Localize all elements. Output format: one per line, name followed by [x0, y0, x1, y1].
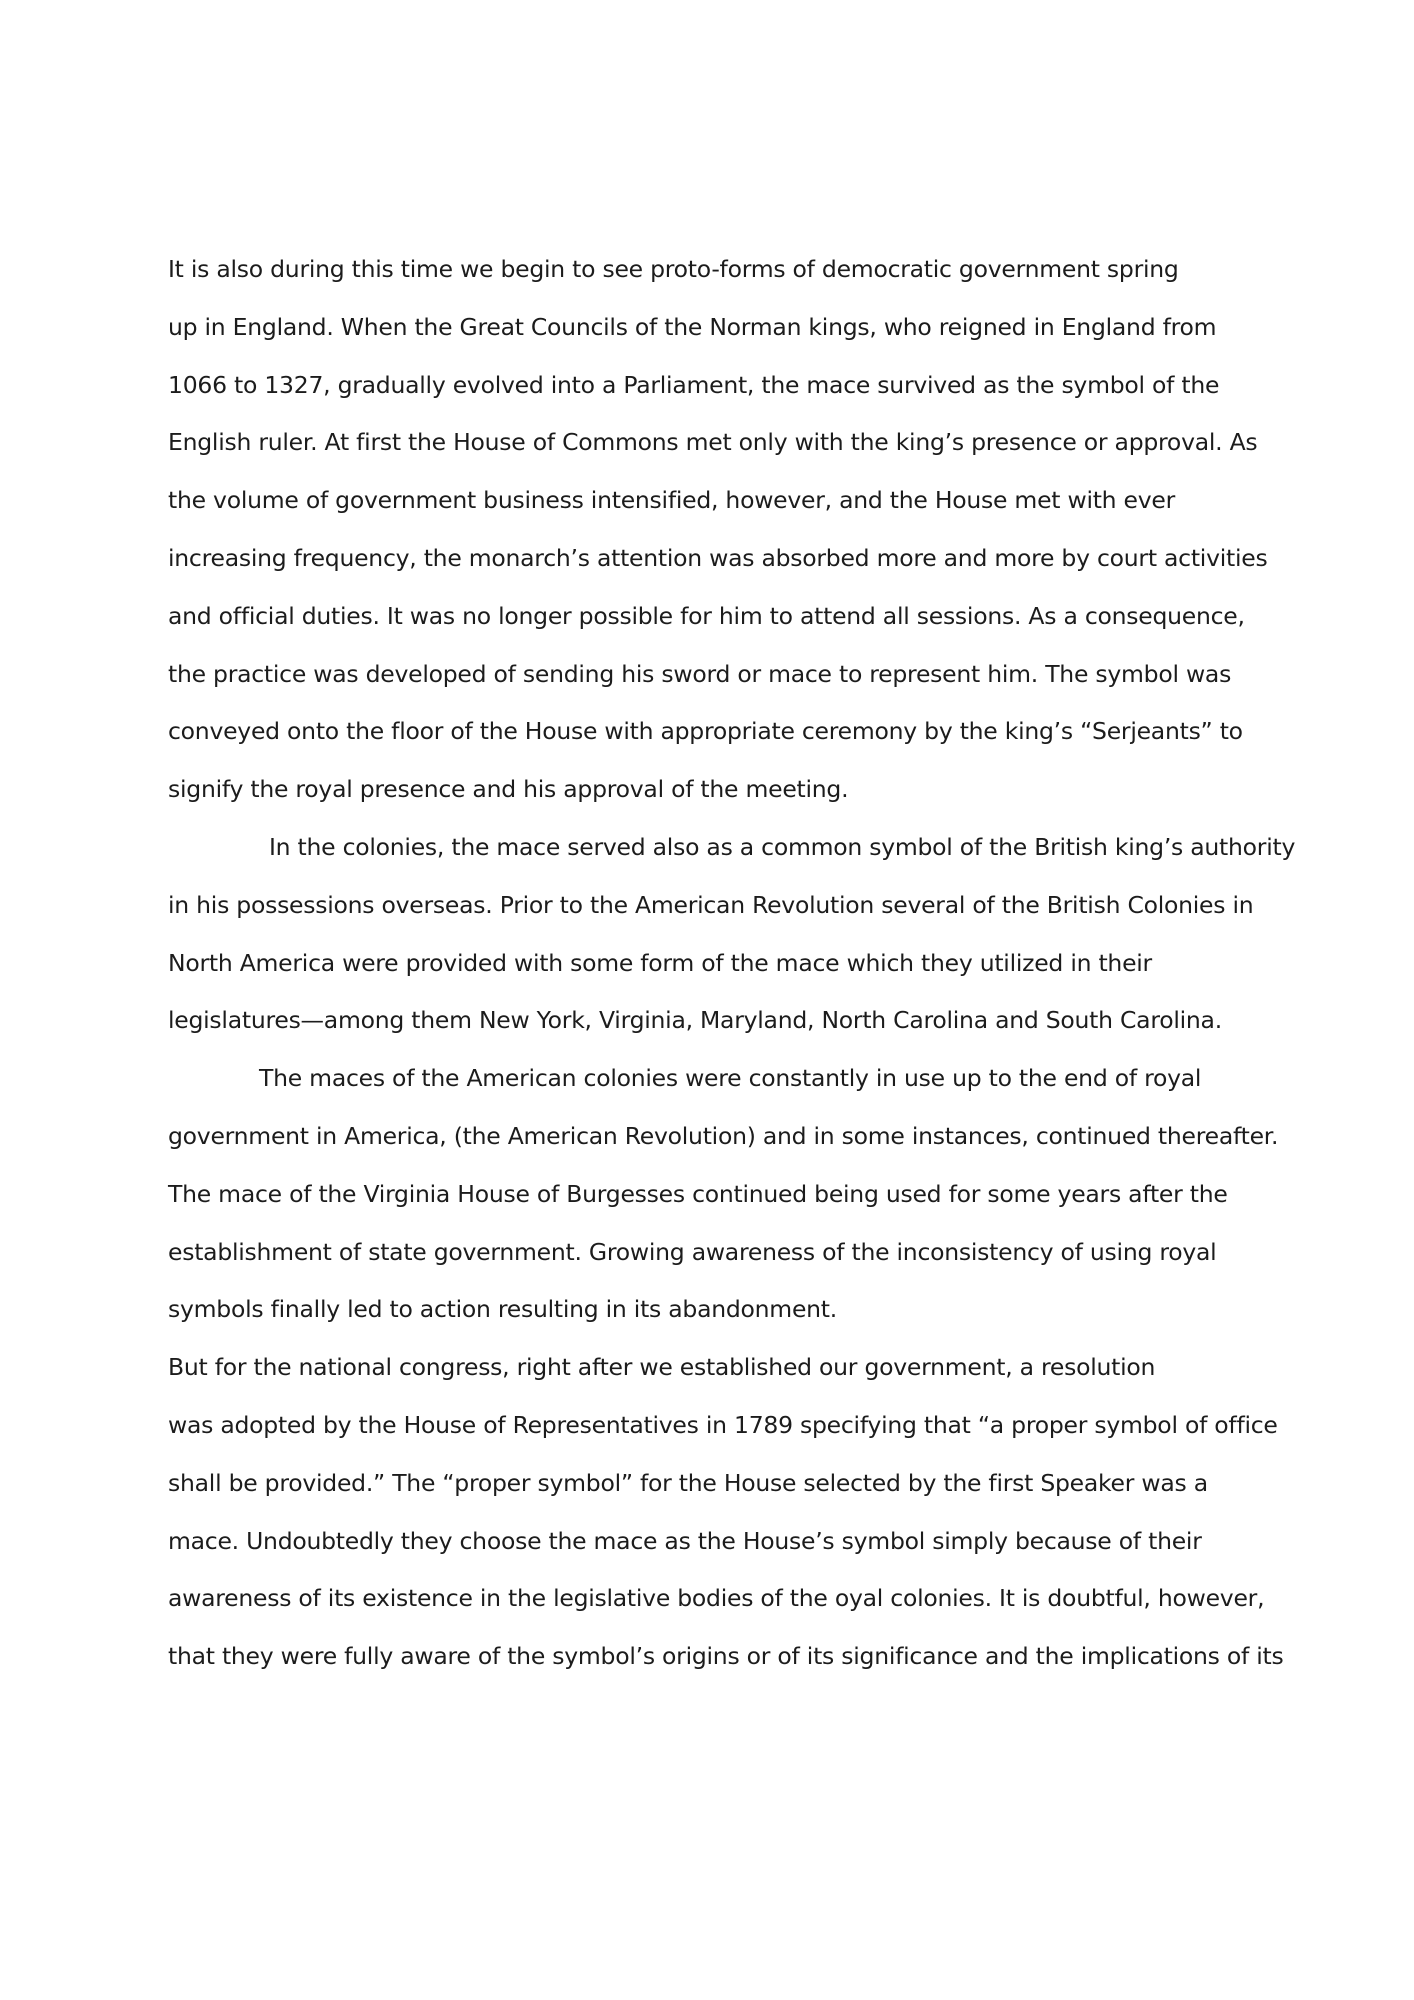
text-line: shall be provided.” The “proper symbol” for the House selected by the first Speaker was a: [168, 1468, 1208, 1497]
text-line: establishment of state government. Growing awareness of the inconsistency of using royal: [168, 1237, 1217, 1266]
text-line: up in England. When the Great Councils of the Norman kings, who reigned in England from: [168, 312, 1217, 341]
text-line: the practice was developed of sending his sword or mace to represent him. The symbol was: [168, 659, 1232, 688]
paragraph-start-line: In the colonies, the mace served also as a common symbol of the British king’s authority: [269, 832, 1296, 861]
text-line: and official duties. It was no longer possible for him to attend all sessions. As a consequence,: [168, 601, 1245, 630]
text-line: symbols finally led to action resulting in its abandonment.: [168, 1295, 837, 1324]
paragraph-start-line: The maces of the American colonies were constantly in use up to the end of royal: [259, 1064, 1202, 1093]
text-line: conveyed onto the floor of the House with appropriate ceremony by the king’s “Serjeants” to: [168, 717, 1243, 746]
text-line: North America were provided with some form of the mace which they utilized in their: [168, 948, 1152, 977]
body-text: [168, 250, 1368, 1695]
text-line: 1066 to 1327, gradually evolved into a Parliament, the mace survived as the symbol of the: [168, 370, 1220, 399]
text-line: awareness of its existence in the legislative bodies of the oyal colonies. It is doubtful, however,: [168, 1584, 1265, 1613]
text-line: It is also during this time we begin to see proto-forms of democratic government spring: [168, 255, 1179, 283]
text-line: English ruler. At first the House of Commons met only with the king’s presence or approval. As: [168, 428, 1258, 457]
text-line: in his possessions overseas. Prior to the American Revolution several of the British Colonies in: [168, 890, 1254, 919]
text-line: was adopted by the House of Representatives in 1789 specifying that “a proper symbol of office: [168, 1410, 1278, 1439]
paragraph-start-line: But for the national congress, right after we established our government, a resolution: [168, 1353, 1156, 1382]
text-line: that they were fully aware of the symbol’s origins or of its significance and the implications of its: [168, 1642, 1284, 1671]
text-line: mace. Undoubtedly they choose the mace as the House’s symbol simply because of their: [168, 1526, 1202, 1555]
text-line: legislatures—among them New York, Virginia, Maryland, North Carolina and South Carolina.: [168, 1006, 1222, 1035]
text-line: government in America, (the American Revolution) and in some instances, continued thereafter.: [168, 1121, 1279, 1150]
text-line: increasing frequency, the monarch’s attention was absorbed more and more by court activities: [168, 543, 1268, 572]
text-line: signify the royal presence and his approval of the meeting.: [168, 775, 849, 804]
text-line: the volume of government business intensified, however, and the House met with ever: [168, 486, 1176, 515]
text-line: The mace of the Virginia House of Burgesses continued being used for some years after the: [168, 1179, 1228, 1208]
